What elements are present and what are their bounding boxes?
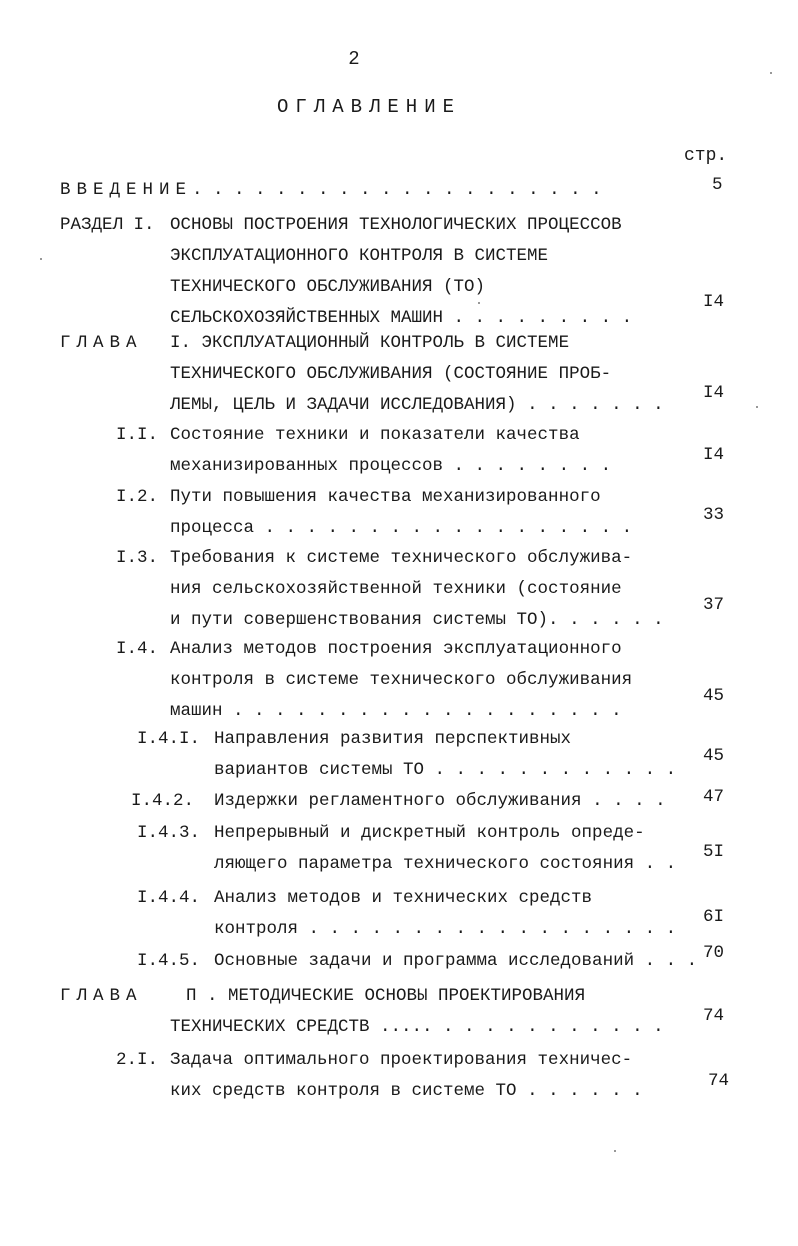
toc-entry-line: контроля (214, 919, 299, 939)
scan-speck (614, 1150, 616, 1152)
toc-entry-number: I.2. (116, 487, 159, 507)
toc-entry-page: 47 (703, 787, 725, 807)
toc-entry-label: РАЗДЕЛ I. (60, 215, 155, 235)
toc-entry-line: вариантов системы ТО (214, 760, 425, 780)
toc-entry-line: Издержки регламентного обслуживания (214, 791, 582, 811)
toc-entry-page: 33 (703, 505, 725, 525)
toc-entry-page: I4 (703, 292, 725, 312)
toc-entry-dots: . . . . . . . . (443, 456, 612, 476)
toc-entry-section-1 (170, 210, 632, 334)
toc-entry-1-4-5 (214, 946, 697, 977)
toc-entry-number: I.4.2. (131, 791, 195, 811)
toc-entry-chapter-2 (186, 981, 585, 1012)
toc-entry-line: Состояние техники и показатели качества (170, 425, 580, 445)
toc-entry-number: I.4.5. (137, 951, 201, 971)
toc-entry-line: ляющего параметра технического состояния (214, 854, 635, 874)
toc-entry-dots: ..... . . . . . . . . . . . (369, 1017, 664, 1037)
scan-speck (770, 72, 772, 74)
toc-entry-dots: . . . (634, 951, 698, 971)
toc-entry-page: 74 (703, 1006, 725, 1026)
toc-entry-number: I.4. (116, 639, 159, 659)
toc-entry-chapter-1 (170, 328, 664, 421)
toc-entry-1-4-1 (214, 724, 676, 786)
toc-entry-dots: . . . . . . . (516, 395, 664, 415)
toc-entry-label: ГЛАВА (60, 986, 143, 1006)
toc-entry-line: П . МЕТОДИЧЕСКИЕ ОСНОВЫ ПРОЕКТИРОВАНИЯ (186, 986, 586, 1006)
scan-speck (756, 406, 758, 408)
toc-entry-section-1-label (60, 210, 155, 241)
toc-entry-line: Анализ методов построения эксплуатационного (170, 639, 622, 659)
toc-entry-page: 74 (708, 1071, 730, 1091)
toc-entry-number: I.I. (116, 425, 159, 445)
scan-speck (478, 302, 480, 304)
toc-entry-page: 6I (703, 907, 725, 927)
toc-entry-line: механизированных процессов (170, 456, 444, 476)
toc-entry-dots: . . . . . . . . . . . . . . . . . . (254, 518, 633, 538)
toc-entry-line: контроля в системе технического обслуживания (170, 670, 633, 690)
toc-entry-page: 45 (703, 746, 725, 766)
toc-entry-1-4-3 (214, 818, 676, 880)
toc-entry-dots: . . . . . (558, 610, 664, 630)
toc-entry-chapter-2-cont (170, 1012, 664, 1043)
toc-entry-1-2 (170, 482, 632, 544)
toc-entry-dots: . . . . . . . . . . . . (424, 760, 677, 780)
toc-entry-introduction (60, 175, 602, 206)
toc-entry-number: I.3. (116, 548, 159, 568)
toc-entry-line: ЛЕМЫ, ЦЕЛЬ И ЗАДАЧИ ИССЛЕДОВАНИЯ) (170, 395, 517, 415)
toc-entry-page: 5I (703, 842, 725, 862)
toc-entry-line: Пути повышения качества механизированного (170, 487, 601, 507)
toc-entry-line: и пути совершенствования системы ТО). (170, 610, 559, 630)
toc-entry-chapter-1-label (60, 328, 143, 359)
toc-entry-line: Требования к системе технического обслужива- (170, 548, 633, 568)
toc-entry-chapter-2-label (60, 981, 143, 1012)
toc-entry-line: ТЕХНИЧЕСКИХ СРЕДСТВ (170, 1017, 370, 1037)
toc-entry-line: ния сельскохозяйственной техники (состояние (170, 579, 622, 599)
toc-entry-dots: . . . . . . . . . . . . . . . . . . . . (192, 180, 602, 200)
toc-entry-line: ЭКСПЛУАТАЦИОННОГО КОНТРОЛЯ В СИСТЕМЕ (170, 246, 549, 266)
toc-entry-1-3 (170, 543, 664, 636)
toc-entry-line: Основные задачи и программа исследований (214, 951, 635, 971)
page-title: ОГЛАВЛЕНИЕ (276, 96, 462, 118)
toc-entry-page: 37 (703, 595, 725, 615)
toc-entry-page: 70 (703, 943, 725, 963)
toc-entry-1-4-4 (214, 883, 676, 945)
toc-entry-line: ких средств контроля в системе ТО (170, 1081, 517, 1101)
toc-entry-line: Анализ методов и технических средств (214, 888, 593, 908)
toc-entry-page: I4 (703, 445, 725, 465)
toc-entry-page: 5 (712, 175, 723, 195)
toc-entry-2-1 (170, 1045, 643, 1107)
toc-entry-dots: . . (634, 854, 677, 874)
toc-entry-dots: . . . . . . . . . (443, 308, 633, 328)
toc-entry-number: I.4.4. (137, 888, 201, 908)
toc-entry-label: ГЛАВА (60, 333, 143, 353)
toc-entry-line: Направления развития перспективных (214, 729, 572, 749)
toc-entry-line: ОСНОВЫ ПОСТРОЕНИЯ ТЕХНОЛОГИЧЕСКИХ ПРОЦЕССОВ (170, 215, 622, 235)
toc-entry-number: I.4.3. (137, 823, 201, 843)
toc-entry-dots: . . . . . . . . . . . . . . . . . . . (222, 701, 622, 721)
toc-entry-line: Непрерывный и дискретный контроль опреде- (214, 823, 645, 843)
toc-entry-line: ТЕХНИЧЕСКОГО ОБСЛУЖИВАНИЯ (СОСТОЯНИЕ ПРОБ- (170, 364, 612, 384)
toc-entry-page: 45 (703, 686, 725, 706)
toc-entry-line: Задача оптимального проектирования техничес- (170, 1050, 633, 1070)
toc-entry-dots: . . . . . . . . . . . . . . . . . . (298, 919, 677, 939)
toc-entry-1-1 (170, 420, 611, 482)
toc-entry-number: 2.I. (116, 1050, 159, 1070)
toc-entry-dots: . . . . . . (516, 1081, 643, 1101)
scan-speck (40, 258, 42, 260)
page-column-label: стр. (684, 146, 728, 166)
toc-entry-line: машин (170, 701, 223, 721)
toc-entry-dots: . . . . (581, 791, 666, 811)
toc-entry-line: процесса (170, 518, 255, 538)
toc-entry-1-4 (170, 634, 632, 727)
toc-entry-1-4-2 (214, 786, 666, 817)
toc-entry-page: I4 (703, 383, 725, 403)
toc-entry-line: ТЕХНИЧЕСКОГО ОБСЛУЖИВАНИЯ (ТО) (170, 277, 486, 297)
toc-entry-line: I. ЭКСПЛУАТАЦИОННЫЙ КОНТРОЛЬ В СИСТЕМЕ (170, 333, 570, 353)
toc-entry-line: СЕЛЬСКОХОЗЯЙСТВЕННЫХ МАШИН (170, 308, 444, 328)
page-number: 2 (348, 48, 360, 70)
toc-entry-label: ВВЕДЕНИЕ (60, 180, 193, 200)
toc-entry-number: I.4.I. (137, 729, 201, 749)
